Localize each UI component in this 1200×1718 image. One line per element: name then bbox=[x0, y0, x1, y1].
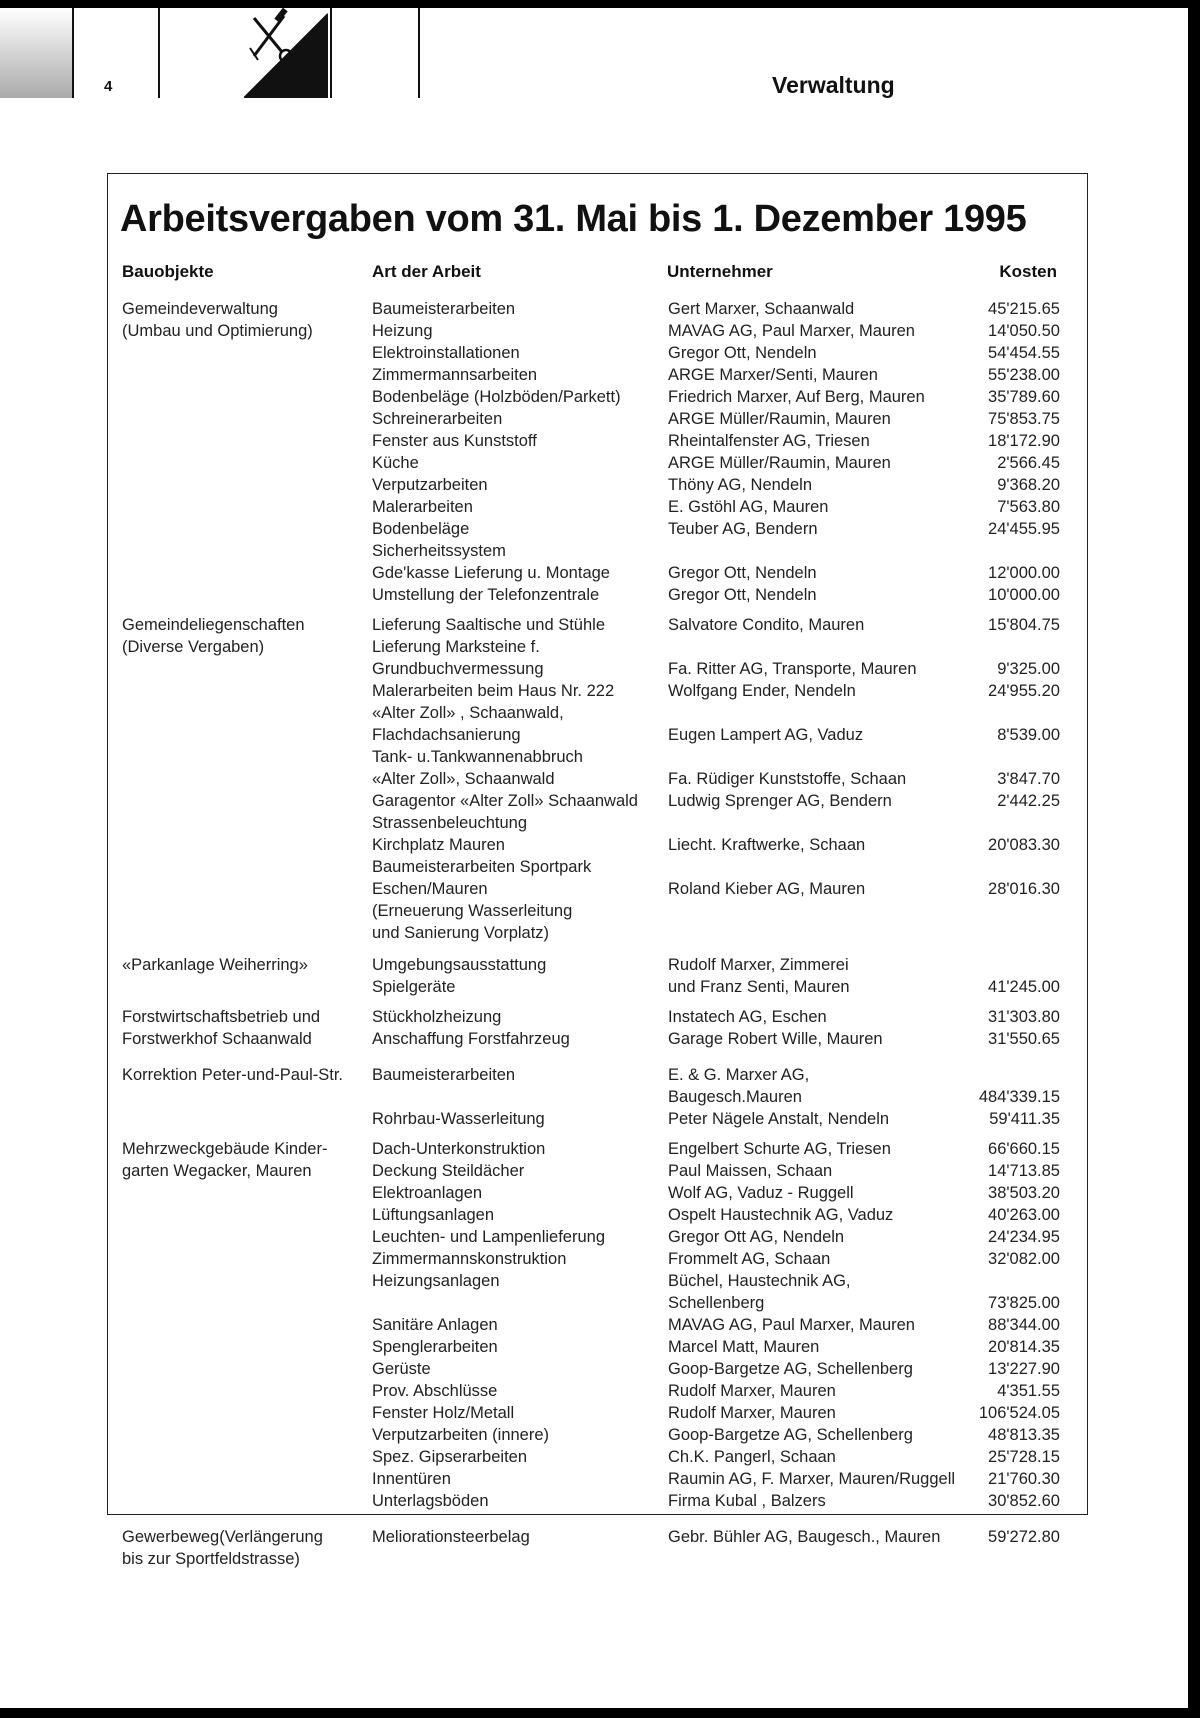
cell-kosten: 48'813.35 bbox=[988, 1426, 1060, 1444]
cell-unternehmer: E. & G. Marxer AG, bbox=[668, 1066, 810, 1084]
cell-art: Meliorationsteerbelag bbox=[372, 1528, 530, 1546]
cell-art: Elektroanlagen bbox=[372, 1184, 483, 1202]
cell-bauobjekt: Korrektion Peter-und-Paul-Str. bbox=[122, 1066, 344, 1084]
cell-bauobjekt: (Diverse Vergaben) bbox=[122, 638, 265, 656]
cell-kosten: 73'825.00 bbox=[988, 1294, 1060, 1312]
cell-art: «Alter Zoll» , Schaanwald, bbox=[372, 704, 564, 722]
cell-unternehmer: Ospelt Haustechnik AG, Vaduz bbox=[668, 1206, 894, 1224]
cell-kosten: 40'263.00 bbox=[988, 1206, 1060, 1224]
cell-kosten: 14'713.85 bbox=[988, 1162, 1060, 1180]
page-title: Arbeitsvergaben vom 31. Mai bis 1. Dezember 1995 bbox=[120, 198, 1027, 240]
cell-kosten: 3'847.70 bbox=[997, 770, 1060, 788]
cell-unternehmer: Rheintalfenster AG, Triesen bbox=[668, 432, 870, 450]
header-cell-1 bbox=[72, 8, 160, 98]
cell-unternehmer: Gregor Ott AG, Nendeln bbox=[668, 1228, 845, 1246]
cell-kosten: 66'660.15 bbox=[988, 1140, 1060, 1158]
cell-art: «Alter Zoll», Schaanwald bbox=[372, 770, 555, 788]
cell-unternehmer: MAVAG AG, Paul Marxer, Mauren bbox=[668, 322, 915, 340]
cell-art: Innentüren bbox=[372, 1470, 451, 1488]
cell-bauobjekt: Gemeindeverwaltung bbox=[122, 300, 278, 318]
cell-art: Leuchten- und Lampenlieferung bbox=[372, 1228, 606, 1246]
cell-bauobjekt: «Parkanlage Weiherring» bbox=[122, 956, 308, 974]
cell-unternehmer: Marcel Matt, Mauren bbox=[668, 1338, 820, 1356]
column-header-bauobjekte: Bauobjekte bbox=[122, 262, 214, 281]
cell-art: Grundbuchvermessung bbox=[372, 660, 544, 678]
cell-art: Schreinerarbeiten bbox=[372, 410, 503, 428]
cell-art: Zimmermannskonstruktion bbox=[372, 1250, 567, 1268]
cell-kosten: 21'760.30 bbox=[988, 1470, 1060, 1488]
cell-kosten: 13'227.90 bbox=[988, 1360, 1060, 1378]
cell-art: Spenglerarbeiten bbox=[372, 1338, 498, 1356]
header-cell-4 bbox=[330, 8, 420, 98]
cell-unternehmer: Ludwig Sprenger AG, Bendern bbox=[668, 792, 892, 810]
cell-unternehmer: Rudolf Marxer, Zimmerei bbox=[668, 956, 849, 974]
cell-kosten: 75'853.75 bbox=[988, 410, 1060, 428]
cell-kosten: 10'000.00 bbox=[988, 586, 1060, 604]
cell-art: Prov. Abschlüsse bbox=[372, 1382, 498, 1400]
cell-unternehmer: Garage Robert Wille, Mauren bbox=[668, 1030, 883, 1048]
cell-art: Baumeisterarbeiten Sportpark bbox=[372, 858, 592, 876]
cell-unternehmer: Gregor Ott, Nendeln bbox=[668, 586, 817, 604]
cell-art: Unterlagsböden bbox=[372, 1492, 489, 1510]
cell-unternehmer: Ch.K. Pangerl, Schaan bbox=[668, 1448, 836, 1466]
cell-unternehmer: Fa. Rüdiger Kunststoffe, Schaan bbox=[668, 770, 907, 788]
cell-kosten: 25'728.15 bbox=[988, 1448, 1060, 1466]
cell-art: Anschaffung Forstfahrzeug bbox=[372, 1030, 570, 1048]
cell-kosten: 54'454.55 bbox=[988, 344, 1060, 362]
cell-art: Küche bbox=[372, 454, 419, 472]
cell-unternehmer: Thöny AG, Nendeln bbox=[668, 476, 813, 494]
cell-unternehmer: Paul Maissen, Schaan bbox=[668, 1162, 833, 1180]
header-cell-2 bbox=[158, 8, 246, 98]
cell-bauobjekt: Forstwirtschaftsbetrieb und bbox=[122, 1008, 321, 1026]
cell-art: Eschen/Mauren bbox=[372, 880, 488, 898]
cell-unternehmer: Eugen Lampert AG, Vaduz bbox=[668, 726, 864, 744]
cell-art: Gde'kasse Lieferung u. Montage bbox=[372, 564, 610, 582]
cell-art: Sicherheitssystem bbox=[372, 542, 506, 560]
cell-unternehmer: Goop-Bargetze AG, Schellenberg bbox=[668, 1360, 913, 1378]
cell-art: Verputzarbeiten bbox=[372, 476, 488, 494]
cell-kosten: 4'351.55 bbox=[997, 1382, 1060, 1400]
cell-kosten: 9'325.00 bbox=[997, 660, 1060, 678]
cell-art: Rohrbau-Wasserleitung bbox=[372, 1110, 545, 1128]
cell-kosten: 20'083.30 bbox=[988, 836, 1060, 854]
cell-unternehmer: E. Gstöhl AG, Mauren bbox=[668, 498, 829, 516]
cell-bauobjekt: Gemeindeliegenschaften bbox=[122, 616, 305, 634]
header-gradient-block bbox=[0, 8, 72, 98]
cell-kosten: 2'442.25 bbox=[997, 792, 1060, 810]
page-header-bar bbox=[0, 8, 420, 98]
cell-kosten: 18'172.90 bbox=[988, 432, 1060, 450]
cell-art: Stückholzheizung bbox=[372, 1008, 502, 1026]
cell-art: Heizungsanlagen bbox=[372, 1272, 500, 1290]
cell-unternehmer: Gert Marxer, Schaanwald bbox=[668, 300, 855, 318]
cell-kosten: 45'215.65 bbox=[988, 300, 1060, 318]
cell-unternehmer: Wolf AG, Vaduz - Ruggell bbox=[668, 1184, 854, 1202]
cell-art: Elektroinstallationen bbox=[372, 344, 520, 362]
cell-unternehmer: Liecht. Kraftwerke, Schaan bbox=[668, 836, 866, 854]
cell-kosten: 20'814.35 bbox=[988, 1338, 1060, 1356]
cell-art: und Sanierung Vorplatz) bbox=[372, 924, 550, 942]
cell-art: (Erneuerung Wasserleitung bbox=[372, 902, 573, 920]
cell-art: Fenster aus Kunststoff bbox=[372, 432, 537, 450]
cell-kosten: 88'344.00 bbox=[988, 1316, 1060, 1334]
cell-kosten: 41'245.00 bbox=[988, 978, 1060, 996]
cell-art: Bodenbeläge (Holzböden/Parkett) bbox=[372, 388, 621, 406]
cell-bauobjekt: Forstwerkhof Schaanwald bbox=[122, 1030, 312, 1048]
cell-unternehmer: Fa. Ritter AG, Transporte, Mauren bbox=[668, 660, 917, 678]
cell-art: Umgebungsausstattung bbox=[372, 956, 547, 974]
cell-unternehmer: Engelbert Schurte AG, Triesen bbox=[668, 1140, 891, 1158]
cell-unternehmer: Gregor Ott, Nendeln bbox=[668, 344, 817, 362]
cell-art: Baumeisterarbeiten bbox=[372, 1066, 516, 1084]
cell-art: Fenster Holz/Metall bbox=[372, 1404, 515, 1422]
cell-unternehmer: Firma Kubal , Balzers bbox=[668, 1492, 826, 1510]
cell-kosten: 14'050.50 bbox=[988, 322, 1060, 340]
cell-kosten: 30'852.60 bbox=[988, 1492, 1060, 1510]
cell-kosten: 7'563.80 bbox=[997, 498, 1060, 516]
cell-unternehmer: ARGE Müller/Raumin, Mauren bbox=[668, 454, 891, 472]
cell-art: Lieferung Saaltische und Stühle bbox=[372, 616, 605, 634]
cell-art: Baumeisterarbeiten bbox=[372, 300, 516, 318]
cell-unternehmer: und Franz Senti, Mauren bbox=[668, 978, 850, 996]
cell-kosten: 2'566.45 bbox=[997, 454, 1060, 472]
cell-art: Heizung bbox=[372, 322, 433, 340]
cell-unternehmer: Raumin AG, F. Marxer, Mauren/Ruggell bbox=[668, 1470, 956, 1488]
cell-kosten: 32'082.00 bbox=[988, 1250, 1060, 1268]
cell-unternehmer: Rudolf Marxer, Mauren bbox=[668, 1382, 836, 1400]
cell-unternehmer: Gebr. Bühler AG, Baugesch., Mauren bbox=[668, 1528, 941, 1546]
cell-bauobjekt: garten Wegacker, Mauren bbox=[122, 1162, 312, 1180]
crossed-tools-emblem-icon bbox=[244, 8, 328, 98]
cell-kosten: 106'524.05 bbox=[978, 1404, 1060, 1422]
cell-kosten: 12'000.00 bbox=[988, 564, 1060, 582]
section-title: Verwaltung bbox=[772, 72, 895, 98]
cell-art: Lüftungsanlagen bbox=[372, 1206, 495, 1224]
cell-unternehmer: Peter Nägele Anstalt, Nendeln bbox=[668, 1110, 890, 1128]
cell-art: Sanitäre Anlagen bbox=[372, 1316, 498, 1334]
content-frame bbox=[107, 173, 1088, 1515]
cell-art: Gerüste bbox=[372, 1360, 431, 1378]
document-page bbox=[0, 8, 1188, 1708]
cell-kosten: 8'539.00 bbox=[997, 726, 1060, 744]
cell-bauobjekt: bis zur Sportfeldstrasse) bbox=[122, 1550, 300, 1568]
cell-unternehmer: Goop-Bargetze AG, Schellenberg bbox=[668, 1426, 913, 1444]
cell-bauobjekt: (Umbau und Optimierung) bbox=[122, 322, 313, 340]
cell-bauobjekt: Gewerbeweg(Verlängerung bbox=[122, 1528, 323, 1546]
cell-unternehmer: Baugesch.Mauren bbox=[668, 1088, 802, 1106]
column-header-art: Art der Arbeit bbox=[372, 262, 481, 281]
column-header-kosten: Kosten bbox=[999, 262, 1057, 281]
cell-kosten: 59'272.80 bbox=[988, 1528, 1060, 1546]
cell-kosten: 38'503.20 bbox=[988, 1184, 1060, 1202]
cell-kosten: 59'411.35 bbox=[989, 1110, 1060, 1128]
cell-unternehmer: Friedrich Marxer, Auf Berg, Mauren bbox=[668, 388, 925, 406]
cell-art: Dach-Unterkonstruktion bbox=[372, 1140, 546, 1158]
column-header-unternehmer: Unternehmer bbox=[667, 262, 773, 281]
cell-kosten: 9'368.20 bbox=[997, 476, 1060, 494]
cell-kosten: 31'550.65 bbox=[988, 1030, 1060, 1048]
cell-art: Umstellung der Telefonzentrale bbox=[372, 586, 600, 604]
cell-unternehmer: Instatech AG, Eschen bbox=[668, 1008, 827, 1026]
cell-kosten: 24'234.95 bbox=[988, 1228, 1060, 1246]
cell-art: Verputzarbeiten (innere) bbox=[372, 1426, 550, 1444]
cell-art: Bodenbeläge bbox=[372, 520, 470, 538]
cell-art: Garagentor «Alter Zoll» Schaanwald bbox=[372, 792, 638, 810]
cell-art: Spez. Gipserarbeiten bbox=[372, 1448, 528, 1466]
cell-kosten: 55'238.00 bbox=[988, 366, 1060, 384]
cell-kosten: 15'804.75 bbox=[988, 616, 1060, 634]
cell-art: Malerarbeiten beim Haus Nr. 222 bbox=[372, 682, 615, 700]
page-number: 4 bbox=[104, 78, 113, 95]
cell-unternehmer: Teuber AG, Bendern bbox=[668, 520, 818, 538]
cell-unternehmer: Wolfgang Ender, Nendeln bbox=[668, 682, 856, 700]
cell-unternehmer: Schellenberg bbox=[668, 1294, 765, 1312]
cell-art: Lieferung Marksteine f. bbox=[372, 638, 540, 656]
cell-kosten: 35'789.60 bbox=[988, 388, 1060, 406]
cell-unternehmer: ARGE Marxer/Senti, Mauren bbox=[668, 366, 878, 384]
cell-unternehmer: Salvatore Condito, Mauren bbox=[668, 616, 865, 634]
cell-kosten: 484'339.15 bbox=[978, 1088, 1060, 1106]
cell-unternehmer: Büchel, Haustechnik AG, bbox=[668, 1272, 851, 1290]
cell-art: Malerarbeiten bbox=[372, 498, 473, 516]
cell-kosten: 28'016.30 bbox=[988, 880, 1060, 898]
cell-kosten: 24'455.95 bbox=[988, 520, 1060, 538]
cell-bauobjekt: Mehrzweckgebäude Kinder- bbox=[122, 1140, 328, 1158]
cell-unternehmer: Frommelt AG, Schaan bbox=[668, 1250, 831, 1268]
cell-kosten: 24'955.20 bbox=[988, 682, 1060, 700]
cell-art: Deckung Steildächer bbox=[372, 1162, 525, 1180]
cell-unternehmer: Gregor Ott, Nendeln bbox=[668, 564, 817, 582]
cell-art: Strassenbeleuchtung bbox=[372, 814, 528, 832]
cell-art: Spielgeräte bbox=[372, 978, 456, 996]
cell-unternehmer: Roland Kieber AG, Mauren bbox=[668, 880, 866, 898]
cell-kosten: 31'303.80 bbox=[988, 1008, 1060, 1026]
cell-unternehmer: MAVAG AG, Paul Marxer, Mauren bbox=[668, 1316, 915, 1334]
cell-unternehmer: ARGE Müller/Raumin, Mauren bbox=[668, 410, 891, 428]
cell-art: Kirchplatz Mauren bbox=[372, 836, 505, 854]
cell-art: Zimmermannsarbeiten bbox=[372, 366, 538, 384]
cell-art: Flachdachsanierung bbox=[372, 726, 521, 744]
cell-art: Tank- u.Tankwannenabbruch bbox=[372, 748, 583, 766]
cell-unternehmer: Rudolf Marxer, Mauren bbox=[668, 1404, 836, 1422]
